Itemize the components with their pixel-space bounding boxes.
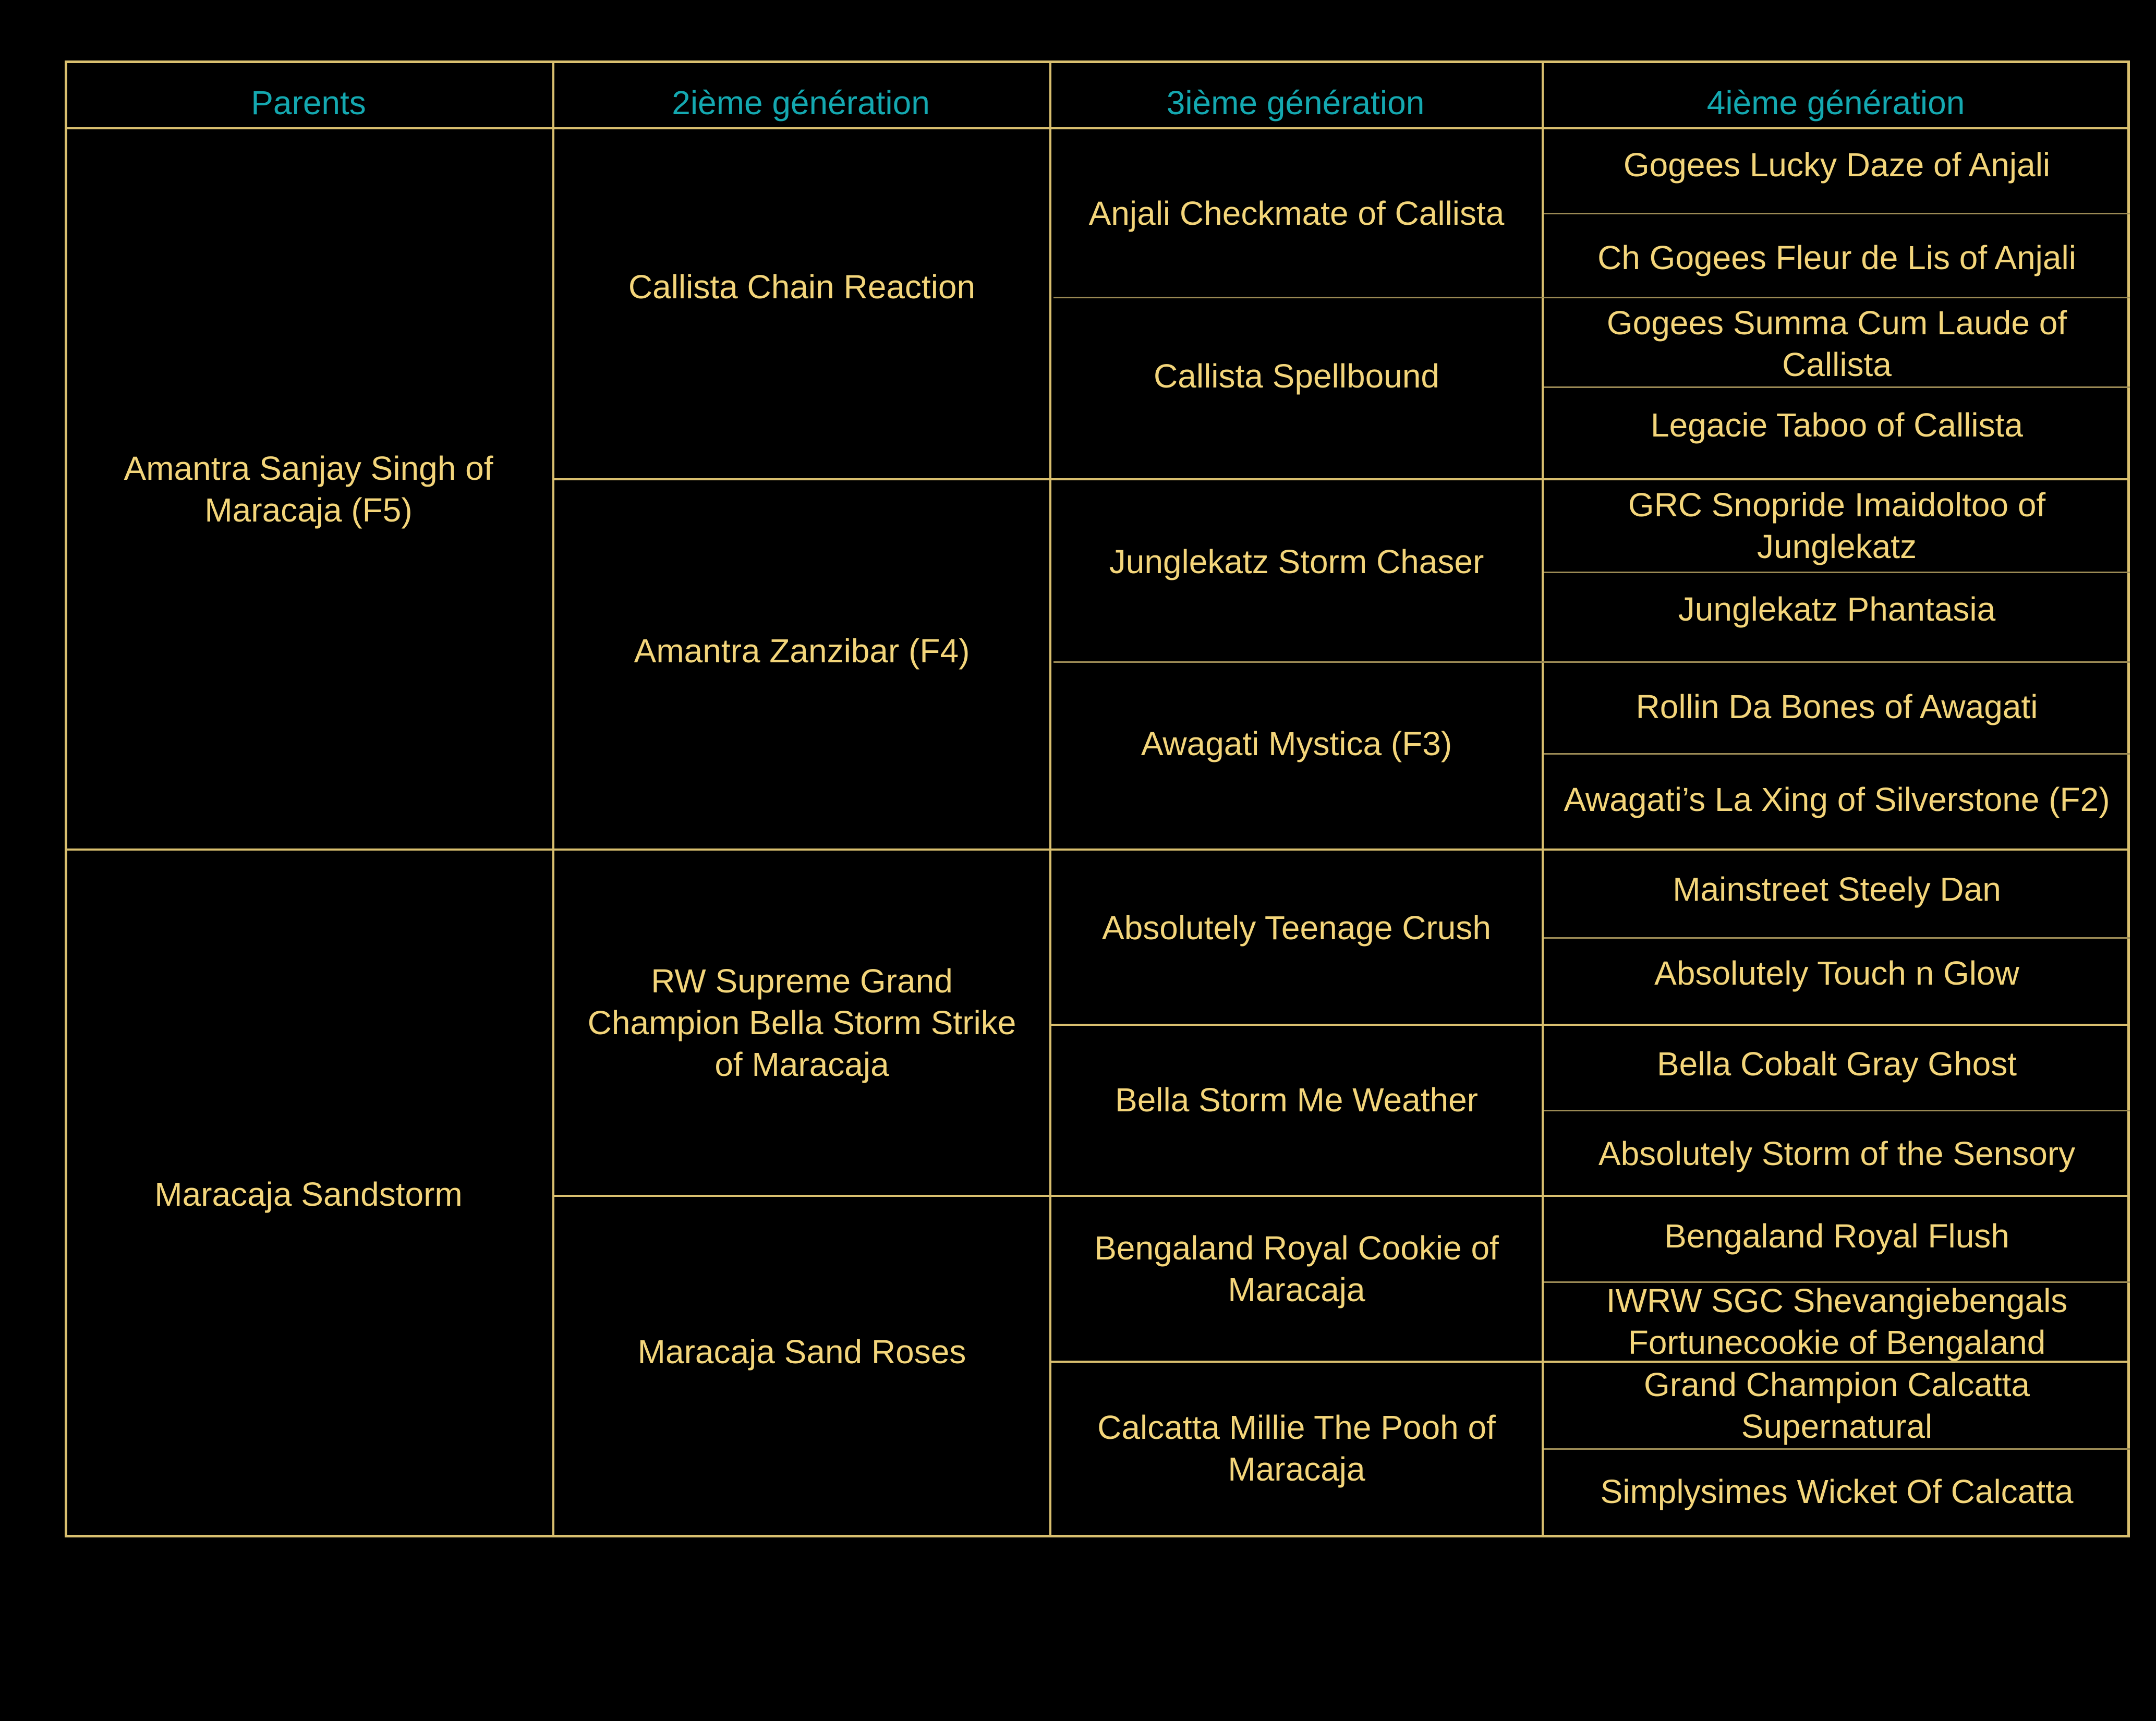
- generation-3-cell: Awagati Mystica (F3): [1141, 725, 1452, 762]
- header-generation-4: 4ième génération: [1706, 84, 1965, 122]
- generation-3-cell: Anjali Checkmate of Callista: [1088, 194, 1505, 232]
- generation-4-cell: Mainstreet Steely Dan: [1673, 870, 2001, 908]
- parent-sire: Amantra Sanjay Singh of Maracaja (F5): [124, 449, 493, 529]
- generation-4-cell: Gogees Lucky Daze of Anjali: [1623, 146, 2051, 184]
- row-divider: [1544, 1448, 2130, 1450]
- generation-4-cell: Gogees Summa Cum Laude of Callista: [1606, 304, 2067, 383]
- generation-4-cell: IWRW SGC Shevangiebengals Fortunecookie of Bengaland: [1606, 1281, 2068, 1361]
- generation-3-cell: Calcatta Millie The Pooh of Maracaja: [1097, 1408, 1496, 1488]
- generation-4-cell: Absolutely Touch n Glow: [1654, 954, 2019, 992]
- generation-4-cell: Awagati’s La Xing of Silverstone (F2): [1564, 781, 2110, 818]
- generation-3-cell: Absolutely Teenage Crush: [1102, 908, 1491, 947]
- generation-3-cell: Junglekatz Storm Chaser: [1109, 543, 1484, 580]
- header-generation-2: 2ième génération: [672, 84, 930, 122]
- generation-3-cell: Bengaland Royal Cookie of Maracaja: [1094, 1229, 1499, 1308]
- generation-4-cell: Ch Gogees Fleur de Lis of Anjali: [1597, 239, 2076, 276]
- header-generation-3: 3ième génération: [1166, 84, 1425, 122]
- generation-4-cell: Absolutely Storm of the Sensory: [1598, 1135, 2076, 1172]
- generation-2-cell: Callista Chain Reaction: [628, 268, 976, 306]
- generation-4-cell: Junglekatz Phantasia: [1678, 590, 1996, 628]
- generation-4-cell: Simplysimes Wicket Of Calcatta: [1600, 1473, 2074, 1510]
- parent-dam: Maracaja Sandstorm: [154, 1175, 463, 1213]
- generation-2-cell: Maracaja Sand Roses: [637, 1333, 966, 1371]
- generation-2-cell: Amantra Zanzibar (F4): [634, 632, 970, 670]
- row-divider: [1544, 937, 2130, 939]
- generation-4-cell: Grand Champion Calcatta Supernatural: [1644, 1366, 2030, 1445]
- generation-3-cell: Callista Spellbound: [1154, 357, 1439, 395]
- row-divider: [1544, 753, 2130, 755]
- row-divider: [1544, 386, 2130, 388]
- generation-4-cell: Bella Cobalt Gray Ghost: [1656, 1045, 2017, 1083]
- row-divider: [1544, 213, 2130, 214]
- header-parents: Parents: [251, 84, 366, 122]
- generation-4-cell: Legacie Taboo of Callista: [1651, 406, 2023, 444]
- generation-4-cell: Rollin Da Bones of Awagati: [1636, 688, 2038, 725]
- generation-3-cell: Bella Storm Me Weather: [1115, 1081, 1478, 1119]
- generation-2-cell: RW Supreme Grand Champion Bella Storm Strike of Maracaja: [587, 962, 1016, 1083]
- generation-4-cell: Bengaland Royal Flush: [1664, 1217, 2009, 1255]
- row-divider: [1544, 572, 2130, 573]
- generation-4-cell: GRC Snopride Imaidoltoo of Junglekatz: [1628, 486, 2046, 565]
- row-divider: [1544, 1110, 2130, 1111]
